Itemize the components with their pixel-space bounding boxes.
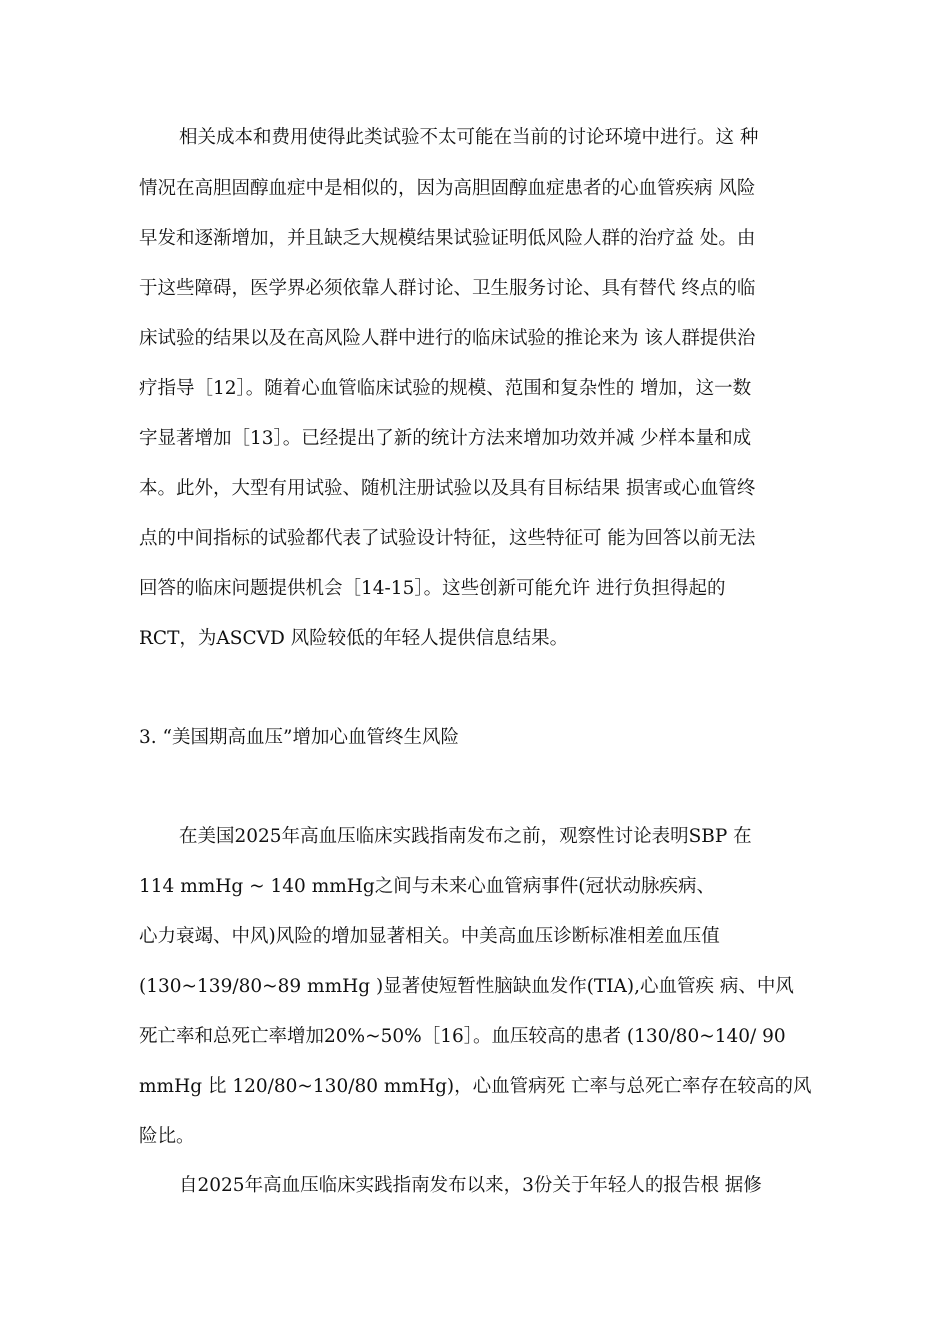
paragraph-line: 情况在高胆固醇血症中是相似的，因为高胆固醇血症患者的心血管疾病 风险: [139, 178, 756, 199]
paragraph-line: 本。此外，大型有用试验、随机注册试验以及具有目标结果 损害或心血管终: [139, 478, 756, 499]
paragraph-line: mmHg 比 120/80~130/80 mmHg)，心血管病死 亡率与总死亡率存在较高的风: [139, 1076, 812, 1097]
paragraph-line: 点的中间指标的试验都代表了试验设计特征，这些特征可 能为回答以前无法: [139, 528, 756, 549]
paragraph-line: (130~139/80~89 mmHg )显著使短暂性脑缺血发作(TIA),心血管疾 病、中风: [139, 976, 794, 997]
paragraph-line: 心力衰竭、中风)风险的增加显著相关。中美高血压诊断标准相差血压值: [139, 926, 720, 947]
paragraph-line: 疗指导［12］。随着心血管临床试验的规模、范围和复杂性的 增加，这一数: [139, 378, 752, 399]
paragraph-line: 114 mmHg ~ 140 mmHg之间与未来心血管病事件(冠状动脉疾病、: [139, 876, 715, 897]
paragraph-line: RCT，为ASCVD 风险较低的年轻人提供信息结果。: [139, 628, 569, 649]
paragraph-line: 死亡率和总死亡率增加20%~50%［16］。血压较高的患者 (130/80~140/ 90: [139, 1026, 786, 1047]
paragraph-line: 于这些障碍，医学界必须依靠人群讨论、卫生服务讨论、具有替代 终点的临: [139, 278, 756, 299]
paragraph-line: 字显著增加［13］。已经提出了新的统计方法来增加功效并减 少样本量和成: [139, 428, 752, 449]
paragraph-line: 早发和逐渐增加，并且缺乏大规模结果试验证明低风险人群的治疗益 处。由: [139, 228, 756, 249]
paragraph-line: 自2025年高血压临床实践指南发布以来，3份关于年轻人的报告根 据修: [179, 1175, 762, 1196]
section-heading: 3. “美国期高血压”增加心血管终生风险: [139, 727, 459, 748]
paragraph-line: 险比。: [139, 1126, 195, 1147]
paragraph-line: 回答的临床问题提供机会［14-15］。这些创新可能允许 进行负担得起的: [139, 578, 726, 599]
paragraph-line: 在美国2025年高血压临床实践指南发布之前，观察性讨论表明SBP 在: [179, 826, 752, 847]
paragraph-line: 相关成本和费用使得此类试验不太可能在当前的讨论环境中进行。这 种: [179, 127, 759, 148]
paragraph-line: 床试验的结果以及在高风险人群中进行的临床试验的推论来为 该人群提供治: [139, 328, 756, 349]
